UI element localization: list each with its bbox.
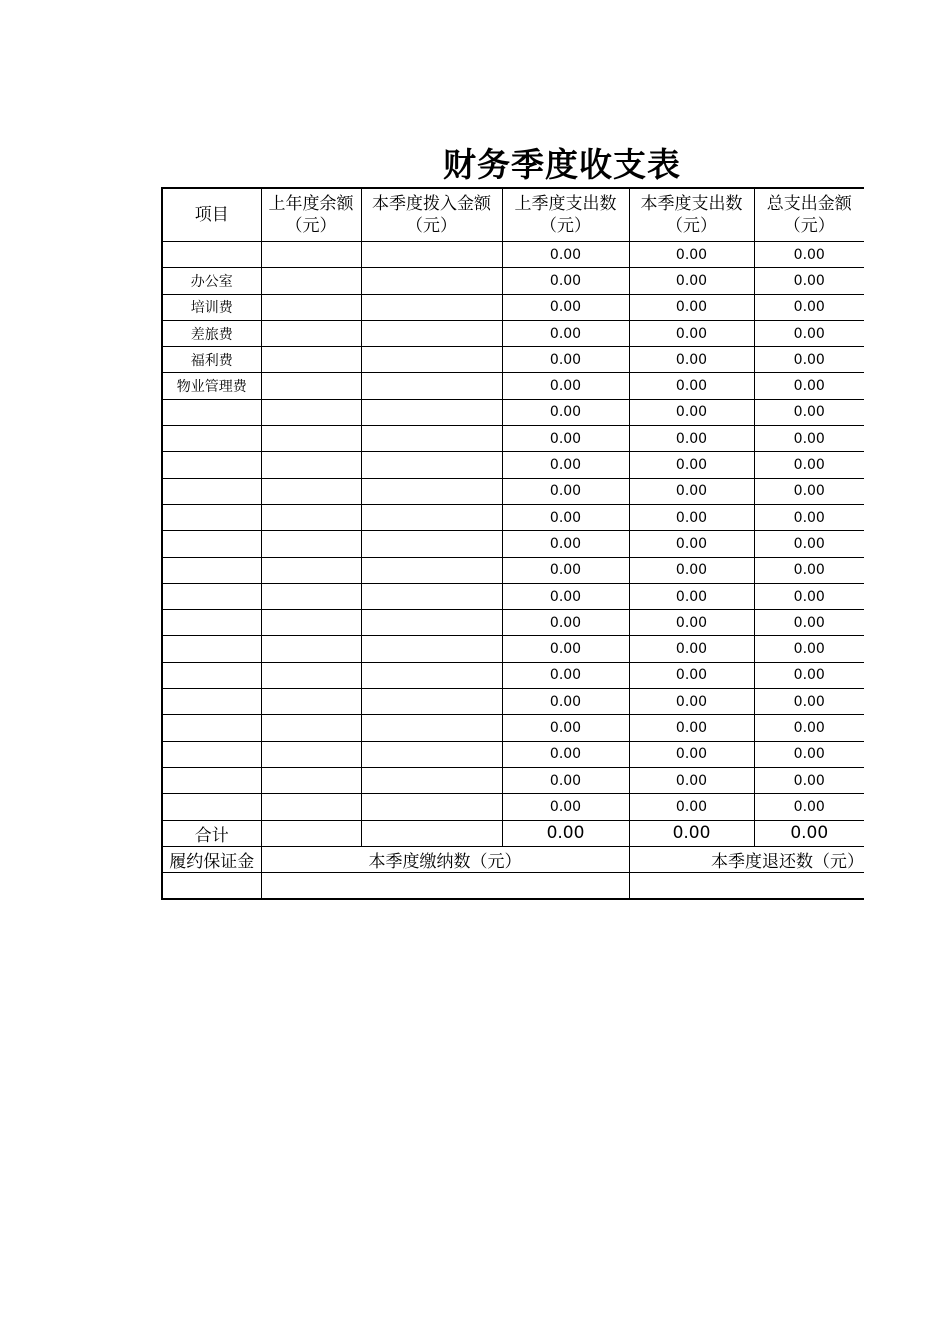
table-row: [162, 504, 864, 530]
allocated-cell[interactable]: [361, 347, 502, 373]
this-quarter-cell[interactable]: 0.00: [629, 268, 754, 294]
item-cell[interactable]: 物业管理费: [162, 373, 261, 399]
item-cell[interactable]: [162, 531, 261, 557]
this-quarter-cell[interactable]: 0.00: [629, 557, 754, 583]
this-quarter-cell[interactable]: 0.00: [629, 478, 754, 504]
header-last-quarter[interactable]: 上季度支出数 （元）: [502, 188, 629, 242]
table-row: [162, 426, 864, 452]
last-quarter-cell[interactable]: 0.00: [502, 741, 629, 767]
allocated-cell[interactable]: [361, 426, 502, 452]
total-label: 合计: [162, 820, 261, 846]
bond-empty-cell[interactable]: [162, 873, 261, 900]
header-this-quarter[interactable]: 本季度支出数 （元）: [629, 188, 754, 242]
allocated-cell[interactable]: [361, 373, 502, 399]
total-cell[interactable]: 0.00: [754, 242, 864, 268]
total-cell[interactable]: 0.00: [754, 347, 864, 373]
prev-balance-cell[interactable]: [261, 531, 361, 557]
header-item[interactable]: 项目: [162, 188, 261, 242]
this-quarter-cell[interactable]: 0.00: [629, 610, 754, 636]
total-this-quarter-cell[interactable]: 0.00: [629, 820, 754, 846]
bond-value-row: [162, 873, 864, 900]
table-row: [162, 794, 864, 820]
total-allocated-cell[interactable]: [361, 820, 502, 846]
total-cell[interactable]: 0.00: [754, 373, 864, 399]
allocated-cell[interactable]: [361, 715, 502, 741]
bond-refund-value[interactable]: [629, 873, 864, 900]
allocated-cell[interactable]: [361, 268, 502, 294]
this-quarter-cell[interactable]: 0.00: [629, 767, 754, 793]
item-cell[interactable]: [162, 662, 261, 688]
item-cell[interactable]: [162, 767, 261, 793]
item-cell[interactable]: [162, 715, 261, 741]
last-quarter-cell[interactable]: 0.00: [502, 531, 629, 557]
last-quarter-cell[interactable]: 0.00: [502, 715, 629, 741]
prev-balance-cell[interactable]: [261, 610, 361, 636]
total-cell[interactable]: 0.00: [754, 583, 864, 609]
last-quarter-cell[interactable]: 0.00: [502, 610, 629, 636]
allocated-cell[interactable]: [361, 662, 502, 688]
bond-refund-header: 本季度退还数（元）: [629, 846, 864, 872]
prev-balance-cell[interactable]: [261, 478, 361, 504]
last-quarter-cell[interactable]: 0.00: [502, 399, 629, 425]
allocated-cell[interactable]: [361, 320, 502, 346]
table-row: [162, 452, 864, 478]
total-cell[interactable]: 0.00: [754, 426, 864, 452]
prev-balance-cell[interactable]: [261, 320, 361, 346]
total-row: [162, 820, 864, 846]
this-quarter-cell[interactable]: 0.00: [629, 531, 754, 557]
table-row: [162, 347, 864, 373]
prev-balance-cell[interactable]: [261, 689, 361, 715]
this-quarter-cell[interactable]: 0.00: [629, 583, 754, 609]
allocated-cell[interactable]: [361, 610, 502, 636]
total-cell[interactable]: 0.00: [754, 478, 864, 504]
prev-balance-cell[interactable]: [261, 767, 361, 793]
item-cell[interactable]: [162, 478, 261, 504]
this-quarter-cell[interactable]: 0.00: [629, 373, 754, 399]
allocated-cell[interactable]: [361, 767, 502, 793]
allocated-cell[interactable]: [361, 741, 502, 767]
prev-balance-cell[interactable]: [261, 794, 361, 820]
allocated-cell[interactable]: [361, 242, 502, 268]
allocated-cell[interactable]: [361, 794, 502, 820]
table-row: [162, 531, 864, 557]
total-cell[interactable]: 0.00: [754, 767, 864, 793]
prev-balance-cell[interactable]: [261, 373, 361, 399]
item-cell[interactable]: [162, 636, 261, 662]
last-quarter-cell[interactable]: 0.00: [502, 478, 629, 504]
total-last-quarter-cell[interactable]: 0.00: [502, 820, 629, 846]
allocated-cell[interactable]: [361, 504, 502, 530]
prev-balance-cell[interactable]: [261, 636, 361, 662]
allocated-cell[interactable]: [361, 399, 502, 425]
prev-balance-cell[interactable]: [261, 347, 361, 373]
prev-balance-cell[interactable]: [261, 504, 361, 530]
table-row: [162, 294, 864, 320]
allocated-cell[interactable]: [361, 478, 502, 504]
this-quarter-cell[interactable]: 0.00: [629, 452, 754, 478]
table-row: [162, 715, 864, 741]
prev-balance-cell[interactable]: [261, 583, 361, 609]
last-quarter-cell[interactable]: 0.00: [502, 294, 629, 320]
total-cell[interactable]: 0.00: [754, 610, 864, 636]
prev-balance-cell[interactable]: [261, 426, 361, 452]
this-quarter-cell[interactable]: 0.00: [629, 741, 754, 767]
last-quarter-cell[interactable]: 0.00: [502, 583, 629, 609]
last-quarter-cell[interactable]: 0.00: [502, 557, 629, 583]
item-cell[interactable]: [162, 242, 261, 268]
item-cell[interactable]: 差旅费: [162, 320, 261, 346]
item-cell[interactable]: [162, 452, 261, 478]
prev-balance-cell[interactable]: [261, 662, 361, 688]
this-quarter-cell[interactable]: 0.00: [629, 636, 754, 662]
table-row: [162, 268, 864, 294]
allocated-cell[interactable]: [361, 557, 502, 583]
sheet-title: 财务季度收支表: [443, 145, 681, 184]
item-cell[interactable]: [162, 426, 261, 452]
table-row: [162, 242, 864, 268]
allocated-cell[interactable]: [361, 583, 502, 609]
item-cell[interactable]: 办公室: [162, 268, 261, 294]
last-quarter-cell[interactable]: 0.00: [502, 794, 629, 820]
this-quarter-cell[interactable]: 0.00: [629, 426, 754, 452]
prev-balance-cell[interactable]: [261, 242, 361, 268]
table-row: [162, 399, 864, 425]
item-cell[interactable]: [162, 689, 261, 715]
allocated-cell[interactable]: [361, 531, 502, 557]
header-prev-balance[interactable]: 上年度余额 （元）: [261, 188, 361, 242]
last-quarter-cell[interactable]: 0.00: [502, 504, 629, 530]
bond-paid-value[interactable]: [261, 873, 629, 900]
last-quarter-cell[interactable]: 0.00: [502, 426, 629, 452]
last-quarter-cell[interactable]: 0.00: [502, 268, 629, 294]
table-row: [162, 478, 864, 504]
this-quarter-cell[interactable]: 0.00: [629, 504, 754, 530]
header-total[interactable]: 总支出金额 （元）: [754, 188, 864, 242]
this-quarter-cell[interactable]: 0.00: [629, 320, 754, 346]
this-quarter-cell[interactable]: 0.00: [629, 399, 754, 425]
total-cell[interactable]: 0.00: [754, 741, 864, 767]
last-quarter-cell[interactable]: 0.00: [502, 373, 629, 399]
item-cell[interactable]: [162, 583, 261, 609]
prev-balance-cell[interactable]: [261, 294, 361, 320]
last-quarter-cell[interactable]: 0.00: [502, 662, 629, 688]
this-quarter-cell[interactable]: 0.00: [629, 347, 754, 373]
table-row: [162, 557, 864, 583]
item-cell[interactable]: 培训费: [162, 294, 261, 320]
prev-balance-cell[interactable]: [261, 268, 361, 294]
allocated-cell[interactable]: [361, 294, 502, 320]
allocated-cell[interactable]: [361, 636, 502, 662]
total-cell[interactable]: 0.00: [754, 399, 864, 425]
bond-header-row: [162, 846, 864, 872]
total-cell[interactable]: 0.00: [754, 320, 864, 346]
item-cell[interactable]: 福利费: [162, 347, 261, 373]
total-cell[interactable]: 0.00: [754, 504, 864, 530]
total-cell[interactable]: 0.00: [754, 715, 864, 741]
item-cell[interactable]: [162, 399, 261, 425]
table-row: [162, 320, 864, 346]
this-quarter-cell[interactable]: 0.00: [629, 662, 754, 688]
table-row: [162, 689, 864, 715]
item-cell[interactable]: [162, 741, 261, 767]
table-row: [162, 741, 864, 767]
total-cell[interactable]: 0.00: [754, 531, 864, 557]
total-cell[interactable]: 0.00: [754, 294, 864, 320]
prev-balance-cell[interactable]: [261, 741, 361, 767]
total-cell[interactable]: 0.00: [754, 557, 864, 583]
table-row: [162, 767, 864, 793]
header-allocated[interactable]: 本季度拨入金额 （元）: [361, 188, 502, 242]
finance-table: [161, 187, 864, 900]
this-quarter-cell[interactable]: 0.00: [629, 242, 754, 268]
table-row: [162, 636, 864, 662]
total-prev-balance-cell[interactable]: [261, 820, 361, 846]
table-row: [162, 583, 864, 609]
prev-balance-cell[interactable]: [261, 452, 361, 478]
last-quarter-cell[interactable]: 0.00: [502, 242, 629, 268]
allocated-cell[interactable]: [361, 452, 502, 478]
header-row: [162, 188, 864, 242]
table-row: [162, 662, 864, 688]
prev-balance-cell[interactable]: [261, 557, 361, 583]
this-quarter-cell[interactable]: 0.00: [629, 715, 754, 741]
total-cell[interactable]: 0.00: [754, 794, 864, 820]
total-cell[interactable]: 0.00: [754, 268, 864, 294]
total-cell[interactable]: 0.00: [754, 689, 864, 715]
last-quarter-cell[interactable]: 0.00: [502, 452, 629, 478]
prev-balance-cell[interactable]: [261, 715, 361, 741]
total-cell[interactable]: 0.00: [754, 636, 864, 662]
this-quarter-cell[interactable]: 0.00: [629, 294, 754, 320]
table-row: [162, 610, 864, 636]
item-cell[interactable]: [162, 610, 261, 636]
last-quarter-cell[interactable]: 0.00: [502, 767, 629, 793]
prev-balance-cell[interactable]: [261, 399, 361, 425]
allocated-cell[interactable]: [361, 689, 502, 715]
this-quarter-cell[interactable]: 0.00: [629, 689, 754, 715]
total-cell[interactable]: 0.00: [754, 452, 864, 478]
table-row: [162, 373, 864, 399]
item-cell[interactable]: [162, 794, 261, 820]
bond-paid-header: 本季度缴纳数（元）: [261, 846, 629, 872]
last-quarter-cell[interactable]: 0.00: [502, 636, 629, 662]
last-quarter-cell[interactable]: 0.00: [502, 347, 629, 373]
bond-label: 履约保证金: [162, 846, 261, 872]
last-quarter-cell[interactable]: 0.00: [502, 320, 629, 346]
total-cell[interactable]: 0.00: [754, 662, 864, 688]
this-quarter-cell[interactable]: 0.00: [629, 794, 754, 820]
last-quarter-cell[interactable]: 0.00: [502, 689, 629, 715]
total-total-cell[interactable]: 0.00: [754, 820, 864, 846]
item-cell[interactable]: [162, 504, 261, 530]
item-cell[interactable]: [162, 557, 261, 583]
